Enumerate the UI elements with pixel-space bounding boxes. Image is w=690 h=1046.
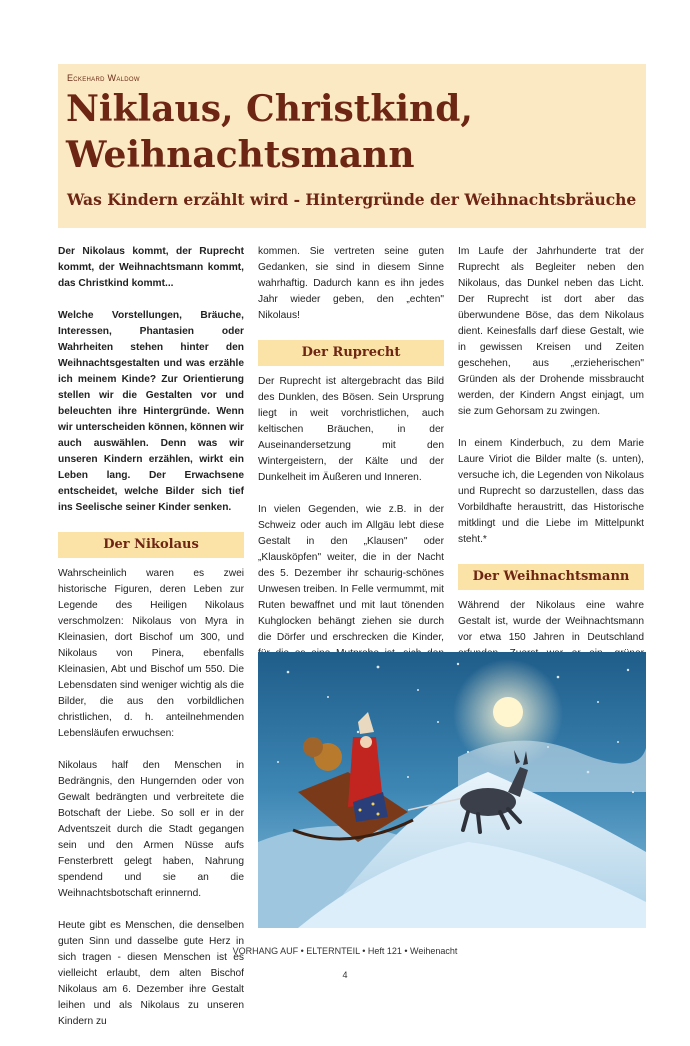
footer-text: VORHANG AUF • ELTERNTEIL • Heft 121 • Weihenacht	[232, 946, 458, 956]
body-paragraph: Nikolaus half den Menschen in Bedrängnis, den Hungernden oder von Gewalt bedrängten und verbreitete die Botschaft der Liebe. So soll er in der Adventszeit durch die Stadt gegangen sein und den Armen Nüsse aufs Fensterbrett gelegt haben, Nahrung spendend und sie an die Weihnachtsbotschaft erinnernd.	[58, 760, 244, 899]
article-title: Niklaus, Christkind, Weihnachtsmann	[66, 88, 473, 176]
author-name: Eckehard Waldow	[67, 73, 140, 83]
body-paragraph: Heute gibt es Menschen, die denselben guten Sinn und dasselbe gute Herz in sich tragen - diesen Menschen ist es vielleicht erlaubt, dem alten Bischof Nikolaus am 6. Dezember ihre Gestalt leihen und als Nikolaus zu unseren Kindern zu	[58, 920, 244, 1027]
body-paragraph: kommen. Sie vertreten seine guten Gedanken, sie sind in diesem Sinne wahrhaftig. Dadurch kann es ihn jedes Jahr wieder geben, den „echten" Nikolaus!	[258, 246, 444, 321]
section-heading-nikolaus: Der Nikolaus	[58, 532, 244, 558]
intro-paragraph: Der Nikolaus kommt, der Ruprecht kommt, der Weihnachtsmann kommt, das Christkind kommt...	[58, 246, 244, 289]
section-heading-weihnachtsmann: Der Weihnachtsmann	[458, 564, 644, 590]
article-subtitle: Was Kindern erzählt wird - Hintergründe der Weihnachtsbräuche	[67, 190, 637, 209]
section-heading-ruprecht: Der Ruprecht	[258, 340, 444, 366]
column-3	[458, 244, 644, 710]
body-paragraph: Während der Nikolaus eine wahre Gestalt ist, wurde der Weihnachtsmann vor etwa 150 Jahren in Deutschland	[458, 600, 644, 643]
questions-paragraph: Welche Vorstellungen, Bräuche, Interessen, Phantasien oder Wahrheiten stehen hinter den Weihnachtsgestalten und was erzähle ich meinem Kinde? Zur Orientierung stellen wir die Gestalten vor und beleuchten ihre Hintergründe. Wenn wir unterscheiden können, können wir auch auswählen. Denn was wir unseren Kindern erzählen, wirkt ein Leben lang. Der Erwachsene entscheidet, welche Bilder sich tief ins Seelische seiner Kinder senken.	[58, 310, 244, 513]
column-2	[258, 244, 444, 710]
body-paragraph: In einem Kinderbuch, zu dem Marie Laure Viriot die Bilder malte (s. unten), versuche ich, die Legenden von Nikolaus und Ruprecht so darzustellen, dass das Vorbildhafte heraustritt, das Historische mitklingt und die Liebe im Mittelpunkt steht.*	[458, 438, 644, 545]
body-paragraph: In vielen Gegenden, wie z.B. in der Schweiz oder auch im Allgäu lebt diese Gestalt in den „Klausen" oder „Klausköpfen" weiter, die in der Nacht des 5. Dezember ihr schaurig-schönes Unwesen treiben. In Felle vermummt, mit Ruten bewaffnet und mit laut tönenden Kuhglocken behängt ziehen sie durch die Dörfer und erschrecken die Kinder,	[258, 504, 444, 643]
page-number: 4	[342, 970, 348, 980]
column-1	[58, 244, 244, 1046]
sleigh-illustration	[258, 652, 646, 928]
body-paragraph: Wahrscheinlich waren es zwei historische Figuren, deren Leben zur Legende des Heiligen Nikolaus verschmolzen: Nikolaus von Myra in Kleinasien, dort Bischof um 300, und Nikolaus von Pinera, ebenfalls Kleinasien, Abt und Bischof um 550. Die Lebensdaten sind weniger wichtig als die Bilder, die aus den vorbildlichen christlichen, d. h. anteilnehmenden Lebensläufen erwuchsen:	[58, 568, 244, 739]
body-paragraph: Im Laufe der Jahrhunderte trat der Ruprecht als Begleiter neben den Nikolaus, das Dunkel neben das Licht. Der Ruprecht ist dort aber das überwundene Böse, das dem Nikolaus dient. Keinesfalls darf diese Gestalt, wie in gewissen Kreisen und Zeiten geschehen, aus „erzieherischen" Gründen als der Drohende missbraucht werden, der Kindern Angst einjagt, um sie zum Gehorsam zu zwingen.	[458, 246, 644, 417]
body-paragraph: Der Ruprecht ist altergebracht das Bild des Dunklen, des Bösen. Sein Ursprung liegt in weit vorchristlichen, auch keltischen Bräuchen, in der Auseinandersetzung mit den Wintergeistern, der Kälte und der Dunkelheit im Äußeren und Inneren.	[258, 376, 444, 483]
